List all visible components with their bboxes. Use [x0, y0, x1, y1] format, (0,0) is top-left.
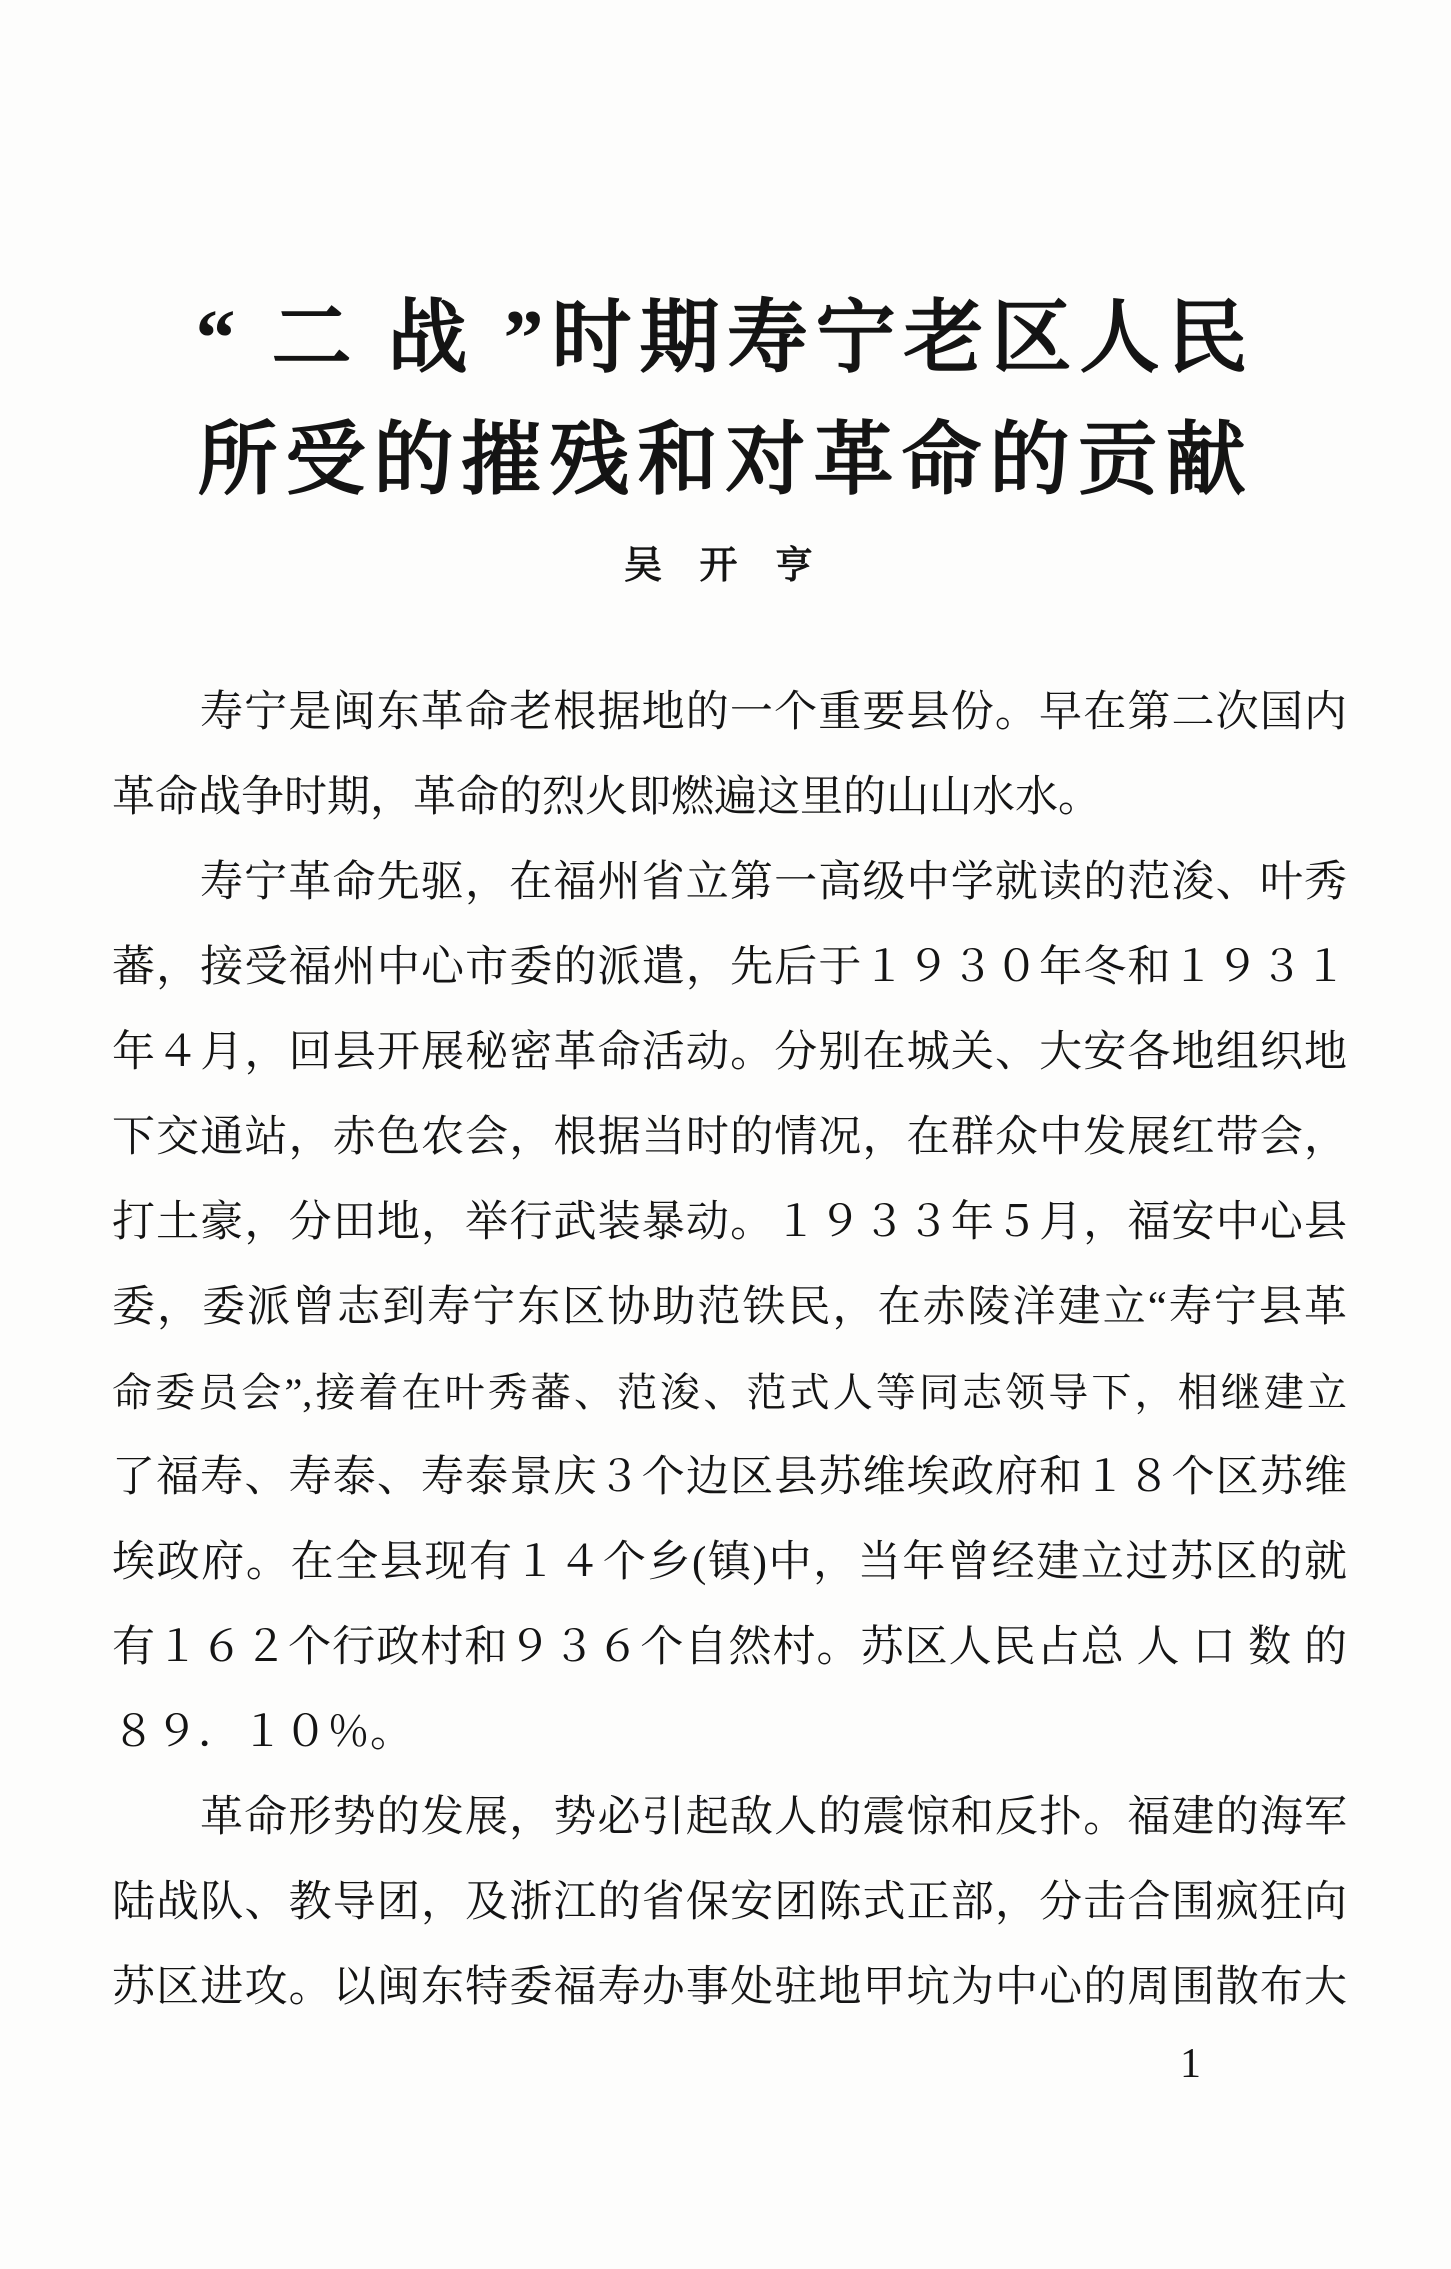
- body-line: 寿宁是闽东革命老根据地的一个重要县份。早在第二次国内: [200, 689, 1347, 736]
- author-name: 吴 开 亨: [623, 545, 827, 587]
- body-line: 陆战队、教导团，及浙江的省保安团陈式正部，分击合围疯狂向: [112, 1879, 1347, 1926]
- body-line: 委，委派曾志到寿宁东区协助范铁民，在赤陵洋建立“寿宁县革: [112, 1284, 1347, 1331]
- body-line: 了福寿、寿泰、寿泰景庆３个边区县苏维埃政府和１８个区苏维: [112, 1454, 1347, 1501]
- title-line-1: “ 二 战 ”时期寿宁老区人民: [195, 295, 1256, 383]
- body-line: 有１６２个行政村和９３６个自然村。苏区人民占总 人 口 数 的: [112, 1624, 1347, 1671]
- paragraph-3: [112, 1775, 1347, 2030]
- body-line: 命委员会”,接着在叶秀蕃、范浚、范式人等同志领导下，相继建立: [112, 1370, 1347, 1415]
- body-line: 下交通站，赤色农会，根据当时的情况，在群众中发展红带会，: [112, 1114, 1347, 1161]
- body-line: 蕃，接受福州中心市委的派遣，先后于１９３０年冬和１９３１: [112, 944, 1347, 991]
- body-line: 革命形势的发展，势必引起敌人的震惊和反扑。福建的海军: [200, 1794, 1347, 1841]
- page-number: 1: [1180, 2041, 1201, 2087]
- paragraph-2: [112, 840, 1347, 1775]
- body-line: 苏区进攻。以闽东特委福寿办事处驻地甲坑为中心的周围散布大: [112, 1964, 1347, 2011]
- body-line: 埃政府。在全县现有１４个乡(镇)中，当年曾经建立过苏区的就: [112, 1539, 1347, 1586]
- paragraph-1: [112, 670, 1347, 840]
- body-text: [112, 670, 1347, 2030]
- body-line: 寿宁革命先驱，在福州省立第一高级中学就读的范浚、叶秀: [200, 859, 1347, 906]
- article-title: [0, 278, 1451, 522]
- body-line: 革命战争时期，革命的烈火即燃遍这里的山山水水。: [112, 774, 1101, 821]
- body-line: 年４月，回县开展秘密革命活动。分别在城关、大安各地组织地: [112, 1029, 1347, 1076]
- title-line-2: 所受的摧残和对革命的贡献: [197, 417, 1254, 505]
- body-line: 打土豪，分田地，举行武装暴动。１９３３年５月，福安中心县: [112, 1199, 1347, 1246]
- body-line: ８９．１０％。: [112, 1709, 413, 1756]
